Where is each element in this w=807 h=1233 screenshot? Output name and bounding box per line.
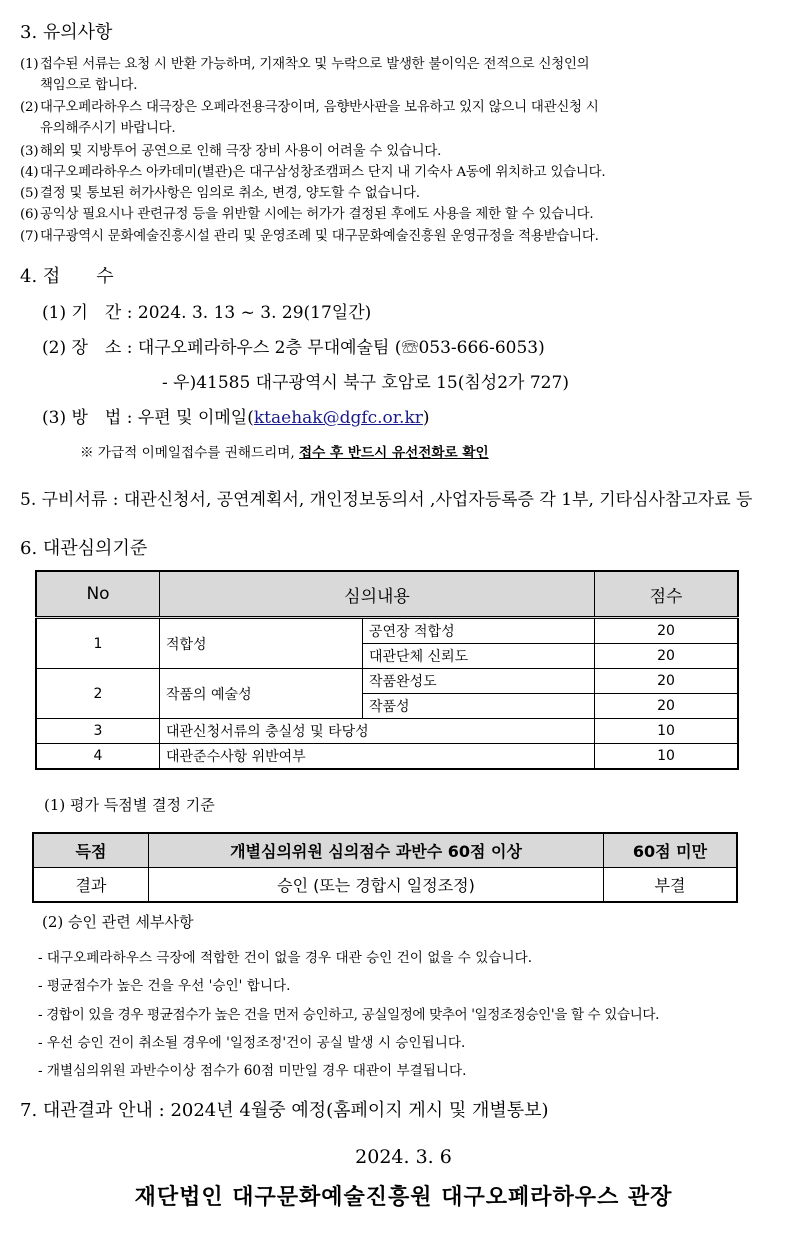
signature: 재단법인 대구문화예술진흥원 대구오페라하우스 관장 [134,1184,673,1210]
row-no: 3 [36,719,160,744]
reception-method: (3) 방 법 : 우편 및 이메일(ktaehak@dgfc.or.kr) [42,408,430,428]
section-5: 5. 구비서류 : 대관신청서, 공연계획서, 개인정보동의서 ,사업자등록증 각 1부, 기타심사참고자료 등 [20,490,753,510]
row-score: 20 [595,644,739,669]
th-score: 점수 [595,571,739,618]
reception-notice: ※ 가급적 이메일접수를 권해드리며, 접수 후 반드시 유선전화로 확인 [80,445,489,461]
note-6: (6) 공익상 필요시나 관련규정 등을 위반할 시에는 허가가 결정된 후에도 사용을 제한 할 수 있습니다. [20,207,594,222]
note-5: (5) 결정 및 통보된 허가사항은 임의로 취소, 변경, 양도할 수 없습니다. [20,186,420,201]
evaluation-table [32,832,738,903]
note-2: (2) 대구오페라하우스 대극장은 오페라전용극장이며, 음향반사판을 보유하고 있지 않으니 대관신청 시 [20,100,599,115]
detail-item: - 경합이 있을 경우 평균점수가 높은 건을 먼저 승인하고, 공실일정에 맞추어 '일정조정승인'을 할 수 있습니다. [38,1007,660,1023]
row-no: 1 [36,618,160,669]
sub1-title: (1) 평가 득점별 결정 기준 [44,796,215,814]
th-no: No [36,571,160,618]
row-score: 20 [595,694,739,719]
row-item: 작품성 [363,694,595,719]
reception-place: (2) 장 소 : 대구오페라하우스 2층 무대예술팀 (☏053-666-6053) [42,338,545,358]
th-content: 심의내용 [160,571,595,618]
detail-item: - 우선 승인 건이 취소될 경우에 '일정조정'건이 공실 발생 시 승인됩니다. [38,1035,466,1051]
row-item: 작품완성도 [363,669,595,694]
eval-result-pass: 승인 (또는 경합시 일정조정) [149,868,604,903]
review-criteria-table [35,570,739,770]
row-score: 20 [595,618,739,644]
section-7: 7. 대관결과 안내 : 2024년 4월중 예정(홈페이지 게시 및 개별통보) [20,1100,549,1121]
eval-th-fail: 60점 미만 [604,833,738,868]
row-score: 10 [595,744,739,770]
row-content: 대관준수사항 위반여부 [160,744,595,770]
note-4: (4) 대구오페라하우스 아카데미(별관)은 대구삼성창조캠퍼스 단지 내 기숙사 A동에 위치하고 있습니다. [20,165,606,180]
row-category: 적합성 [160,618,363,669]
row-no: 4 [36,744,160,770]
detail-item: - 평균점수가 높은 건을 우선 '승인' 합니다. [38,978,291,994]
eval-result-fail: 부결 [604,868,738,903]
section-3-title: 3. 유의사항 [20,22,113,43]
row-category: 작품의 예술성 [160,669,363,719]
row-score: 10 [595,719,739,744]
document-date: 2024. 3. 6 [355,1146,452,1168]
section-4-title: 4. 접 수 [20,266,114,287]
note-2-cont: 유의해주시기 바랍니다. [40,121,176,136]
row-item: 대관단체 신뢰도 [363,644,595,669]
detail-item: - 대구오페라하우스 극장에 적합한 건이 없을 경우 대관 승인 건이 없을 수 있습니다. [38,950,533,966]
note-7: (7) 대구광역시 문화예술진흥시설 관리 및 운영조례 및 대구문화예술진흥원 운영규정을 적용받습니다. [20,229,599,244]
detail-item: - 개별심의위원 과반수이상 점수가 60점 미만일 경우 대관이 부결됩니다. [38,1063,467,1079]
sub2-title: (2) 승인 관련 세부사항 [42,913,194,931]
row-item: 공연장 적합성 [363,618,595,644]
row-content: 대관신청서류의 충실성 및 타당성 [160,719,595,744]
eval-th-score: 득점 [33,833,149,868]
note-1-cont: 책임으로 합니다. [40,78,138,93]
section-6-title: 6. 대관심의기준 [20,538,148,559]
reception-period: (1) 기 간 : 2024. 3. 13 ~ 3. 29(17일간) [42,303,372,323]
email-link[interactable]: ktaehak@dgfc.or.kr [253,408,423,428]
row-no: 2 [36,669,160,719]
note-3: (3) 해외 및 지방투어 공연으로 인해 극장 장비 사용이 어려울 수 있습니다. [20,144,442,159]
row-score: 20 [595,669,739,694]
note-1: (1) 접수된 서류는 요청 시 반환 가능하며, 기재착오 및 누락으로 발생한 불이익은 전적으로 신청인의 [20,57,590,72]
eval-result-label: 결과 [33,868,149,903]
reception-notice-emphasis: 접수 후 반드시 유선전화로 확인 [299,445,489,461]
eval-th-pass: 개별심의위원 심의점수 과반수 60점 이상 [149,833,604,868]
reception-address: - 우)41585 대구광역시 북구 호암로 15(침성2가 727) [162,373,569,393]
